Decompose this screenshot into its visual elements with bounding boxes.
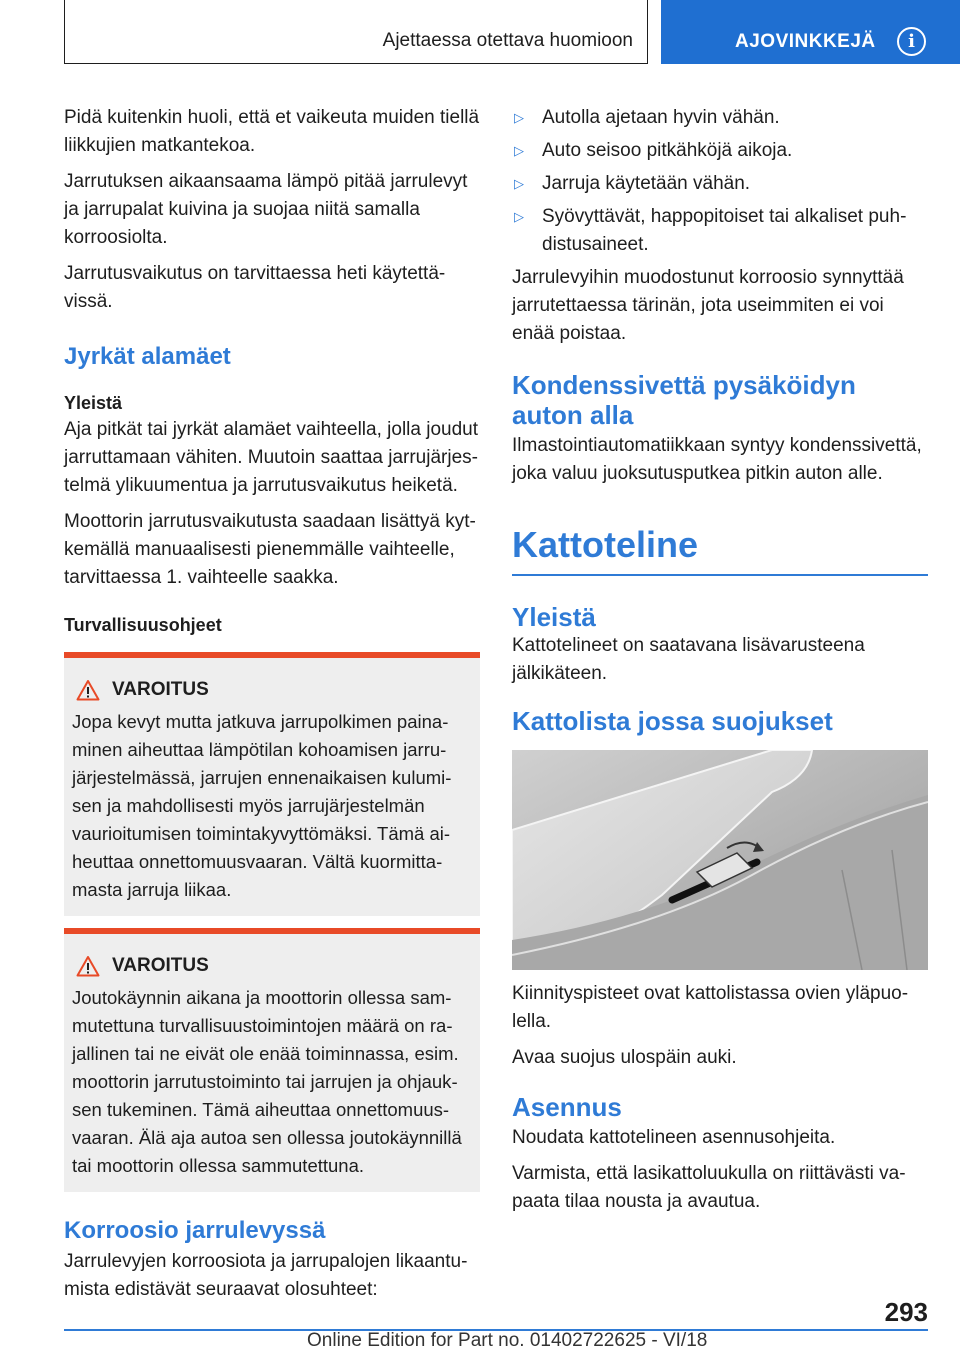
paragraph: Aja pitkät tai jyrkät alamäet vaihteella, jolla joudut jarruttamaan vähiten. Muutoin saattaa jarrujärjestelmä ylikuumentua ja jarrutusvaikutus heiketä.: [64, 419, 479, 496]
heading-rule: [512, 574, 928, 576]
info-icon[interactable]: i: [897, 27, 926, 56]
heading-yleista: Yleistä: [64, 393, 123, 413]
paragraph: Jarrulevyihin muodostunut korroosio synnyttää jarrutettaessa tärinän, jota useimmiten ei voi enää poistaa.: [512, 267, 904, 344]
header-chapter-box: [661, 0, 960, 64]
header-section-box: [64, 0, 648, 64]
bullet-triangle-icon: ▷: [514, 176, 524, 191]
paragraph: Noudata kattotelineen asennusohjeita.: [512, 1126, 836, 1148]
paragraph: Ilmastointiautomatiikkaan syntyy kondenssivettä, joka valuu juoksutusputkea pitkin auton alle.: [512, 435, 922, 484]
paragraph: Jarrulevyjen korroosiota ja jarrupalojen likaantumista edistävät seuraavat olosuhteet:: [64, 1251, 468, 1300]
edition-line: Online Edition for Part no. 01402722625 - VI/18: [307, 1330, 708, 1351]
heading-yleista-right: Yleistä: [512, 601, 596, 632]
paragraph: Varmista, että lasikattoluukulla on riittävästi vapaata tilaa nousta ja avautua.: [512, 1162, 906, 1212]
warning-text: Jopa kevyt mutta jatkuva jarrupolkimen painaminen aiheuttaa lämpötilan kohoamisen jarrujärjestelmässä, jarrujen ennenaikaisen kulumisen ja mahdollisesti myös jarrujärjestelmän vaurioitumisen toimintakyvyttömäksi. Tämä aiheuttaa onnettomuusvaaran. Vältä kuormittamasta jarruja liikaa.: [72, 711, 452, 900]
paragraph: Jarrutusvaikutus on tarvittaessa heti käytettävissä.: [64, 263, 446, 312]
paragraph: Avaa suojus ulospäin auki.: [512, 1046, 737, 1068]
paragraph: Jarrutuksen aikaansaama lämpö pitää jarrulevyt ja jarrupalat kuivina ja suojaa niitä samalla korroosiolta.: [64, 171, 468, 248]
paragraph: Kiinnityspisteet ovat kattolistassa ovien yläpuolella.: [512, 982, 909, 1032]
warning-box: [64, 928, 480, 1192]
list-item: ▷ Syövyttävät, happopitoiset tai alkaliset puhdistusaineet.: [512, 203, 928, 259]
heading-korroosio: Korroosio jarrulevyssä: [64, 1217, 326, 1244]
heading-kattolista: Kattolista jossa suojukset: [512, 705, 833, 736]
section-title: Ajettaessa otettava huomioon: [382, 30, 633, 51]
list-item: ▷ Auto seisoo pitkähköjä aikoja.: [512, 137, 928, 165]
warning-box: [64, 652, 480, 916]
warning-triangle-icon: [76, 955, 100, 977]
paragraph: Moottorin jarrutusvaikutusta saadaan lisättyä kytkemällä manuaalisesti pienemmälle vaihteelle, tarvittaessa 1. vaihteelle saakka.: [64, 511, 476, 588]
heading-kondenssivetta: Kondenssivettä pysäköidyn auton alla: [512, 370, 856, 430]
list-item: ▷ Autolla ajetaan hyvin vähän.: [512, 104, 928, 132]
page-number: 293: [884, 1297, 928, 1327]
right-column: [512, 104, 928, 1224]
left-column: [64, 104, 480, 1312]
heading-asennus: Asennus: [512, 1091, 622, 1122]
heading-kattoteline: Kattoteline: [512, 524, 699, 565]
warning-title: VAROITUS: [112, 679, 209, 700]
warning-text: Joutokäynnin aikana ja moottorin ollessa sammutettuna turvallisuustoimintojen määrä on rajallinen tai ne eivät ole enää toiminnassa, esim. moottorin jarrutustoiminto tai jarrujen ja ohjauksen tukeminen. Tämä aiheuttaa onnettomuusvaaran. Älä aja autoa sen ollessa joutokäynnillä tai moottorin ollessa sammutettuna.: [72, 987, 462, 1176]
warning-triangle-icon: [76, 679, 100, 701]
heading-turvallisuusohjeet: Turvallisuusohjeet: [64, 615, 222, 635]
heading-jyrkat-alamaet: Jyrkät alamäet: [64, 343, 231, 370]
bullet-triangle-icon: ▷: [514, 143, 524, 158]
warning-title: VAROITUS: [112, 955, 209, 976]
chapter-title: AJOVINKKEJÄ: [735, 31, 876, 52]
bullet-triangle-icon: ▷: [514, 110, 524, 125]
list-item: ▷ Jarruja käytetään vähän.: [512, 170, 928, 198]
bullet-triangle-icon: ▷: [514, 209, 524, 224]
paragraph: Kattotelineet on saatavana lisävarusteena jälkikäteen.: [512, 634, 865, 684]
paragraph: Pidä kuitenkin huoli, että et vaikeuta muiden tiellä liikkujien matkantekoa.: [64, 107, 480, 156]
roof-rail-image: [512, 750, 928, 970]
